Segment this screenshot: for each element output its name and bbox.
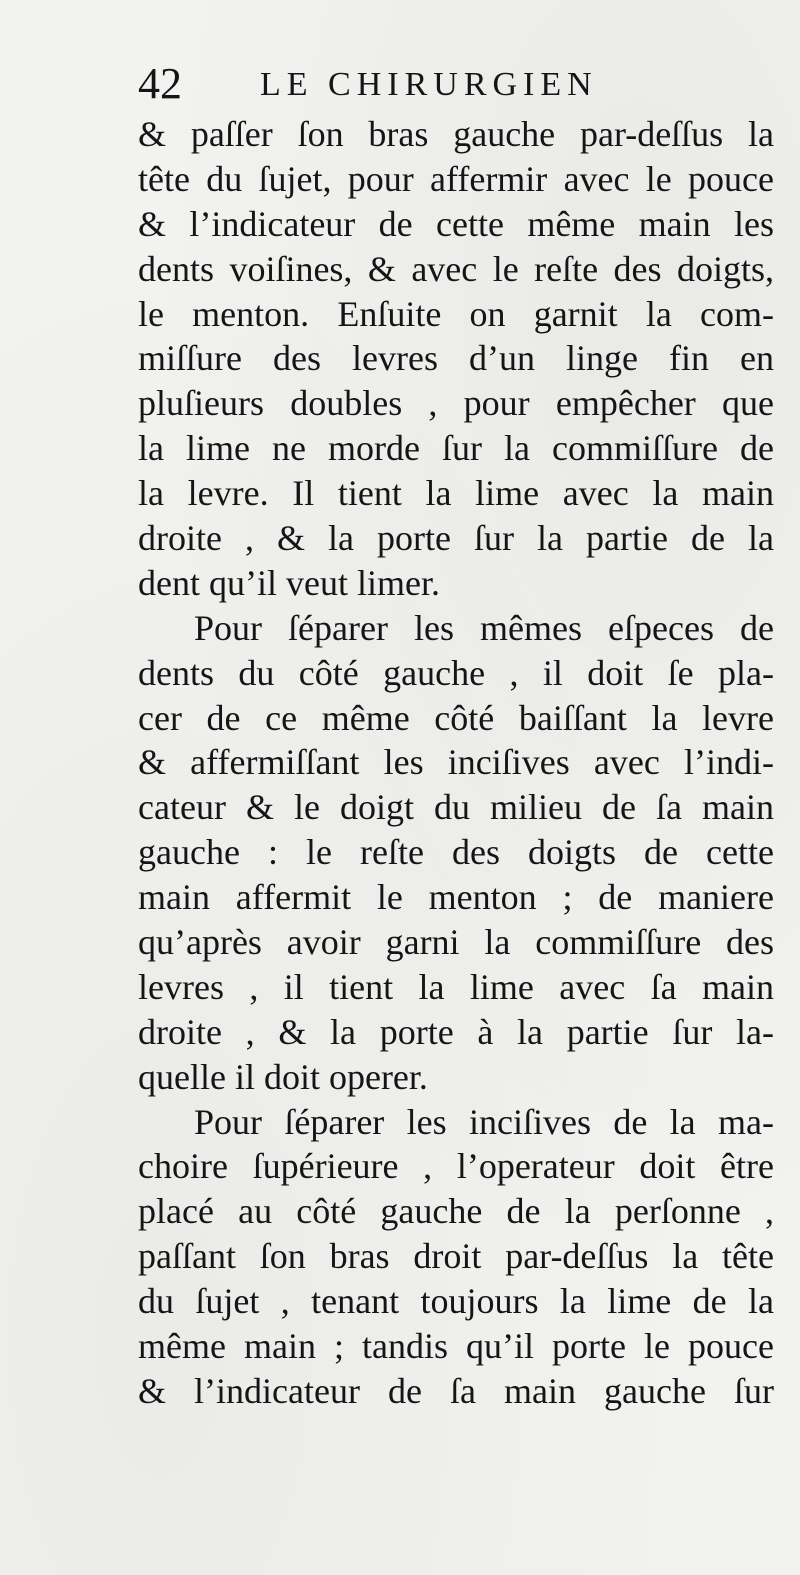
running-title: LE CHIRURGIEN xyxy=(260,66,598,103)
text-line: gauche : le reſte des doigts de cette xyxy=(138,832,774,873)
running-head xyxy=(138,58,778,108)
text-line: & l’indicateur de ſa main gauche ſur xyxy=(138,1370,774,1411)
text-line: le menton. Enſuite on garnit la com- xyxy=(138,293,774,334)
text-line: tête du ſujet, pour affermir avec le pouce xyxy=(138,158,774,199)
text-line: quelle il doit operer. xyxy=(138,1056,428,1097)
text-line: qu’après avoir garni la commiſſure des xyxy=(138,922,774,963)
text-line: paſſant ſon bras droit par-deſſus la tête xyxy=(138,1236,774,1277)
text-line: main affermit le menton ; de maniere xyxy=(138,877,774,918)
text-line: placé au côté gauche de la perſonne , xyxy=(138,1191,774,1232)
text-line: la lime ne morde ſur la commiſſure de xyxy=(138,428,774,469)
text-line: dent qu’il veut limer. xyxy=(138,562,440,603)
text-line: droite , & la porte à la partie ſur la- xyxy=(138,1011,774,1052)
body-text xyxy=(138,112,774,1414)
text-line: la levre. Il tient la lime avec la main xyxy=(138,473,774,514)
text-line: droite , & la porte ſur la partie de la xyxy=(138,518,774,559)
text-line: choire ſupérieure , l’operateur doit être xyxy=(138,1146,774,1187)
text-line: même main ; tandis qu’il porte le pouce xyxy=(138,1326,774,1367)
text-line: & paſſer ſon bras gauche par-deſſus la xyxy=(138,114,774,154)
paragraph-start-line: Pour ſéparer les mêmes eſpeces de xyxy=(194,607,774,648)
text-line: & l’indicateur de cette même main les xyxy=(138,203,774,244)
page-number: 42 xyxy=(138,59,182,108)
text-line: dents voiſines, & avec le reſte des doigts, xyxy=(138,248,774,289)
text-line: cateur & le doigt du milieu de ſa main xyxy=(138,787,774,828)
text-line: levres , il tient la lime avec ſa main xyxy=(138,966,774,1007)
text-line: pluſieurs doubles , pour empêcher que xyxy=(138,383,774,424)
text-line: miſſure des levres d’un linge fin en xyxy=(138,338,774,379)
text-line: cer de ce même côté baiſſant la levre xyxy=(138,697,774,738)
text-line: & affermiſſant les inciſives avec l’indi- xyxy=(138,742,774,783)
paragraph-start-line: Pour ſéparer les inciſives de la ma- xyxy=(194,1101,774,1142)
text-line: dents du côté gauche , il doit ſe pla- xyxy=(138,652,774,693)
text-line: du ſujet , tenant toujours la lime de la xyxy=(138,1281,774,1322)
